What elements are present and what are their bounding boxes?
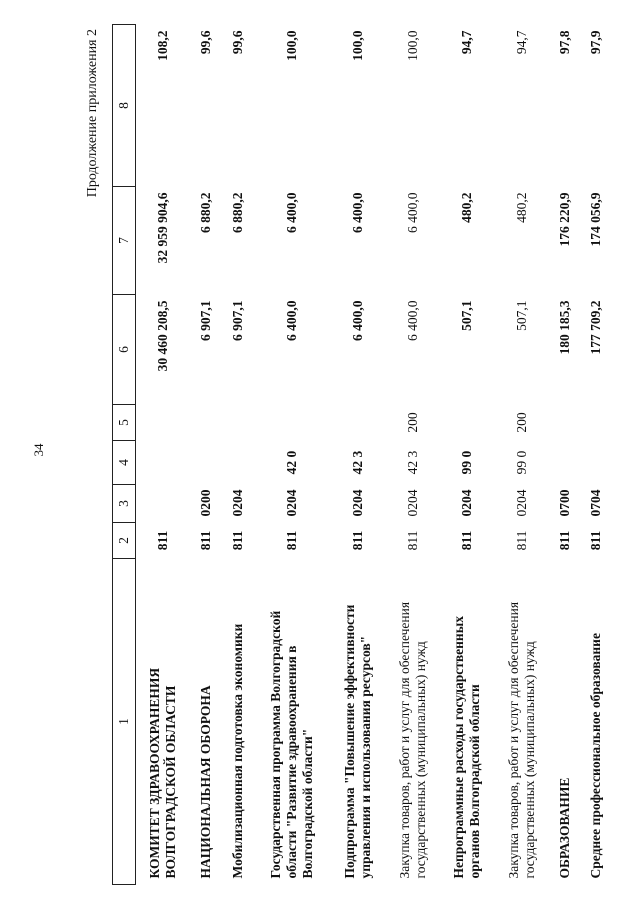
cell-plan-amount: 30 460 208,5 [136, 295, 191, 405]
cell-expense-type: 200 [404, 412, 420, 433]
table-row [494, 25, 548, 885]
cell-plan-amount: 180 185,3 [556, 300, 572, 355]
cell-section-code: 0204 [284, 489, 300, 517]
cell-section-code: 0204 [229, 489, 245, 517]
cell-plan-amount: 6 907,1 [198, 300, 214, 341]
cell-plan-amount: 6 400,0 [284, 300, 300, 341]
cell-expense-type [580, 405, 612, 441]
cell-plan-amount: 6 400,0 [404, 300, 420, 341]
row-name: Государственная программа Волгоградской области "Развитие здравоохранения в Волгоградской области" [268, 610, 316, 879]
column-header: 6 [113, 295, 136, 405]
row-name: Среднее профессиональное образование [588, 633, 604, 879]
page-number: 34 [31, 443, 46, 457]
table-row [549, 25, 581, 885]
table-row [386, 25, 440, 885]
cell-expense-type [136, 405, 191, 441]
cell-section-code: 0704 [588, 489, 604, 517]
cell-section-code: 0204 [513, 489, 529, 517]
cell-percent: 108,2 [136, 25, 191, 187]
cell-actual-amount: 6 880,2 [198, 192, 214, 233]
row-name: Непрограммные расходы государственных органов Волгоградской области [451, 615, 483, 879]
cell-section-code: 0700 [556, 489, 572, 517]
table-row [191, 25, 223, 885]
cell-actual-amount: 480,2 [513, 192, 529, 223]
column-header: 2 [113, 523, 136, 559]
row-name: Закупка товаров, работ и услуг для обеспечения государственных (муниципальных) нужд [396, 601, 428, 879]
cell-percent: 100,0 [350, 30, 366, 61]
cell-percent: 94,7 [513, 30, 529, 55]
cell-program-code: 42 3 [404, 450, 420, 475]
table-row [440, 25, 494, 885]
row-name: Закупка товаров, работ и услуг для обеспечения государственных (муниципальных) нужд [505, 601, 537, 879]
cell-program-code [136, 441, 191, 485]
table-row [331, 25, 385, 885]
row-name: Мобилизационная подготовка экономики [229, 623, 245, 879]
cell-expense-type [191, 405, 223, 441]
cell-program-code [549, 441, 581, 485]
cell-ministry-code: 811 [350, 530, 366, 551]
cell-percent: 100,0 [284, 30, 300, 61]
cell-expense-type [549, 405, 581, 441]
cell-expense-type [440, 405, 494, 441]
row-name: ОБРАЗОВАНИЕ [556, 777, 572, 879]
cell-section-code: 0204 [350, 489, 366, 517]
row-name: Подпрограмма "Повышение эффективности управления и использования ресурсов" [342, 604, 374, 879]
cell-actual-amount: 6 400,0 [284, 192, 300, 233]
cell-section-code: 0200 [198, 489, 214, 517]
cell-expense-type [331, 405, 385, 441]
cell-program-code [191, 441, 223, 485]
column-header: 1 [113, 559, 136, 885]
cell-program-code [580, 441, 612, 485]
cell-percent: 94,7 [459, 30, 475, 55]
cell-plan-amount: 507,1 [513, 300, 529, 331]
cell-ministry-code: 811 [136, 523, 191, 559]
cell-plan-amount: 6 400,0 [350, 300, 366, 341]
cell-percent: 99,6 [198, 30, 214, 55]
cell-expense-type: 200 [513, 412, 529, 433]
cell-expense-type [222, 405, 254, 441]
cell-actual-amount: 480,2 [459, 192, 475, 223]
table-body [136, 25, 613, 885]
cell-section-code: 0204 [459, 489, 475, 517]
cell-program-code [222, 441, 254, 485]
table-row [254, 25, 331, 885]
cell-expense-type [254, 405, 331, 441]
cell-percent: 100,0 [404, 30, 420, 61]
row-name: КОМИТЕТ ЗДРАВООХРАНЕНИЯ ВОЛГОГРАДСКОЙ ОБЛАСТИ [136, 559, 191, 885]
cell-ministry-code: 811 [198, 530, 214, 551]
column-header: 3 [113, 485, 136, 523]
cell-ministry-code: 811 [284, 530, 300, 551]
cell-ministry-code: 811 [513, 530, 529, 551]
cell-ministry-code: 811 [229, 530, 245, 551]
cell-ministry-code: 811 [459, 530, 475, 551]
cell-plan-amount: 177 709,2 [588, 300, 604, 355]
cell-ministry-code: 811 [556, 530, 572, 551]
table-row [222, 25, 254, 885]
table-row [136, 25, 191, 885]
budget-table [112, 24, 612, 885]
cell-actual-amount: 176 220,9 [556, 192, 572, 247]
cell-actual-amount: 174 056,9 [588, 192, 604, 247]
column-header: 4 [113, 441, 136, 485]
cell-program-code: 42 3 [350, 450, 366, 475]
cell-program-code: 99 0 [459, 450, 475, 475]
column-header: 5 [113, 405, 136, 441]
cell-plan-amount: 507,1 [459, 300, 475, 331]
column-header: 8 [113, 25, 136, 187]
cell-program-code: 99 0 [513, 450, 529, 475]
cell-ministry-code: 811 [404, 530, 420, 551]
cell-actual-amount: 6 880,2 [229, 192, 245, 233]
cell-percent: 97,9 [588, 30, 604, 55]
cell-section-code: 0204 [404, 489, 420, 517]
cell-program-code: 42 0 [284, 450, 300, 475]
cell-actual-amount: 6 400,0 [350, 192, 366, 233]
row-name: НАЦИОНАЛЬНАЯ ОБОРОНА [198, 685, 214, 879]
landscape-table-area [80, 25, 620, 885]
cell-actual-amount: 6 400,0 [404, 192, 420, 233]
cell-actual-amount: 32 959 904,6 [136, 187, 191, 295]
column-number-row [113, 25, 136, 885]
cell-percent: 99,6 [229, 30, 245, 55]
cell-section-code [136, 485, 191, 523]
annex-caption: Продолжение приложения 2 [85, 29, 100, 198]
cell-ministry-code: 811 [588, 530, 604, 551]
table-row [580, 25, 612, 885]
column-header: 7 [113, 187, 136, 295]
cell-percent: 97,8 [556, 30, 572, 55]
cell-plan-amount: 6 907,1 [229, 300, 245, 341]
